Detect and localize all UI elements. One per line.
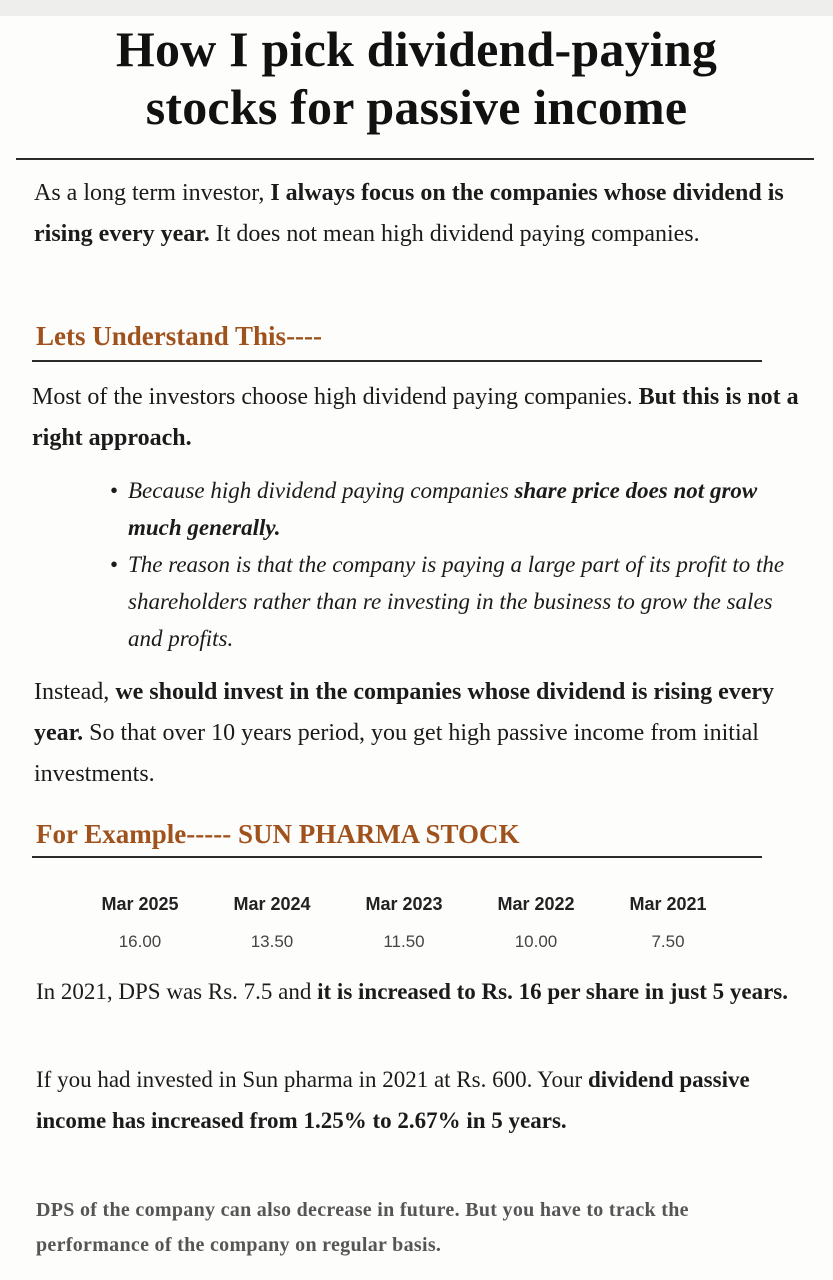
list-item — [106, 472, 796, 546]
approach-paragraph — [32, 377, 807, 459]
table-header-cell: Mar 2025 — [101, 894, 179, 914]
intro-text-2: It does not mean high dividend paying companies. — [209, 221, 700, 247]
table-cell: 16.00 — [118, 932, 162, 951]
top-strip — [0, 0, 833, 16]
section-heading-example: For Example----- SUN PHARMA STOCK — [36, 819, 520, 849]
dps-growth-bold: it is increased to Rs. 16 per share in just 5 years. — [317, 979, 788, 1004]
list-item-plain: Because high dividend paying companies — [128, 478, 515, 503]
table-cell: 13.50 — [250, 932, 294, 951]
title-line-2: stocks for passive income — [145, 79, 688, 135]
table-header-cell: Mar 2023 — [365, 894, 443, 914]
table-header-row — [74, 886, 734, 922]
section-divider-1 — [32, 360, 762, 362]
reasons-list — [106, 472, 796, 657]
investment-bold: dividend passive income has increased from 1.25% to 2.67% in 5 years. — [36, 1067, 750, 1133]
investment-paragraph — [36, 1059, 801, 1141]
dps-table — [74, 886, 734, 962]
section-divider-2 — [32, 856, 762, 858]
instead-text-2: So that over 10 years period, you get high passive income from initial investments. — [34, 720, 759, 787]
table-cell: 11.50 — [383, 932, 425, 951]
table-cell: 7.50 — [651, 932, 685, 951]
table-header-cell: Mar 2024 — [233, 894, 311, 914]
table-header-cell: Mar 2021 — [629, 894, 707, 914]
page-title — [0, 20, 833, 136]
bullet-glyph: • — [110, 552, 119, 577]
table-row — [74, 922, 734, 962]
list-item — [106, 546, 796, 657]
instead-bold: we should invest in the companies whose dividend is rising every year. — [34, 679, 775, 746]
list-item-plain: The reason is that the company is paying a large part of its profit to the shareholders rather than re investing in the business to grow the sales and profits. — [128, 552, 785, 651]
title-divider — [16, 158, 814, 160]
approach-text: Most of the investors choose high dividend paying companies. — [32, 384, 639, 410]
table-header-cell: Mar 2022 — [497, 894, 575, 914]
list-item-bold: share price does not grow much generally. — [128, 478, 758, 540]
section-heading-understand: Lets Understand This---- — [36, 321, 323, 351]
investment-text: If you had invested in Sun pharma in 2021 at Rs. 600. Your — [36, 1067, 588, 1092]
dps-growth-paragraph — [36, 973, 796, 1010]
table-cell: 10.00 — [514, 932, 558, 951]
title-line-1: How I pick dividend-paying — [115, 21, 718, 77]
intro-bold: I always focus on the companies whose dividend is rising every year. — [34, 180, 784, 247]
bullet-glyph: • — [110, 478, 119, 503]
intro-text-1: As a long term investor, — [34, 180, 271, 206]
dps-growth-text: In 2021, DPS was Rs. 7.5 and — [36, 979, 318, 1004]
instead-text-1: Instead, — [34, 679, 116, 705]
disclaimer-note: DPS of the company can also decrease in future. But you have to track the performance of the company on regular basis. — [36, 1199, 689, 1256]
list-item-text — [128, 478, 757, 540]
intro-paragraph — [34, 173, 804, 255]
instead-paragraph — [34, 672, 794, 795]
approach-bold: But this is not a right approach. — [32, 384, 799, 451]
list-item-text — [128, 552, 784, 651]
